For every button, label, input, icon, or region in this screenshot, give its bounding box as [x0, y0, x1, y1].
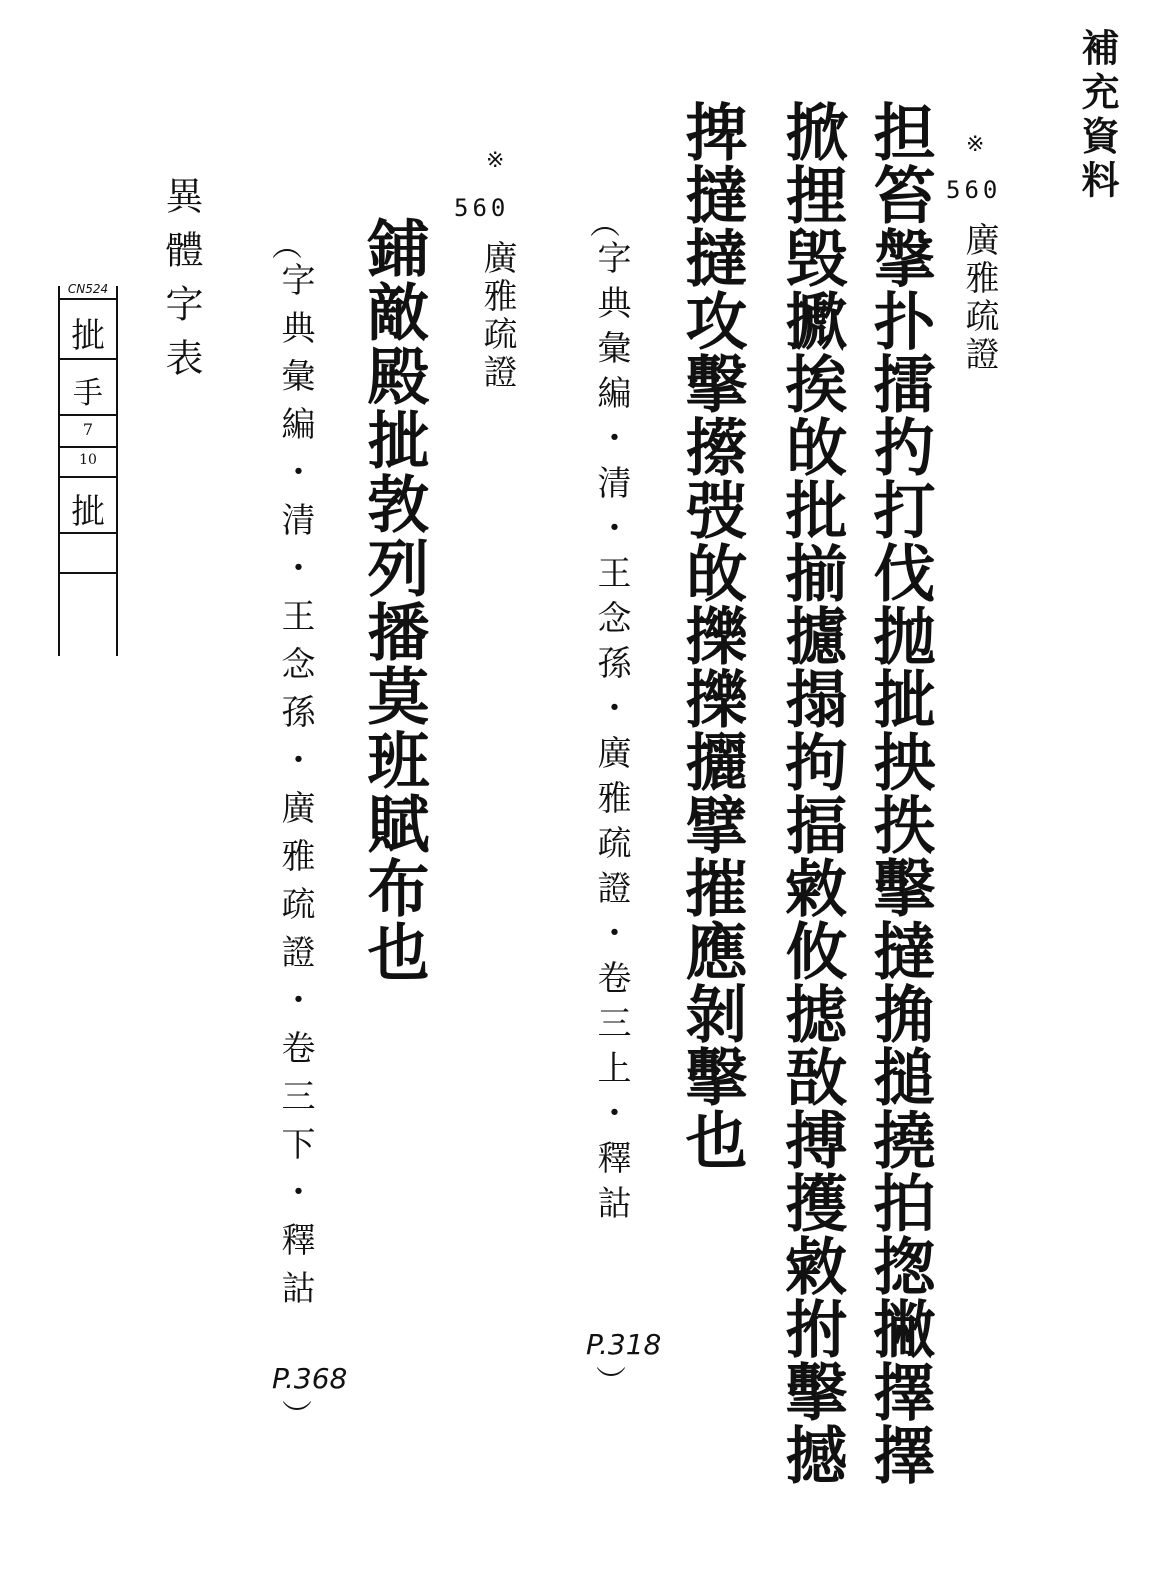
variant-table-label: 異體字表 — [159, 176, 203, 392]
asterisk-mark-b: ※ — [486, 148, 505, 173]
entry-number-b: 560 — [454, 194, 510, 222]
entry-number-a: 560 — [946, 176, 1002, 204]
entry-a-column-1: 担笞搫扑擂扚打伐抛㧗抰抶擊撻捔搥撓拍揔撇擇擇 — [863, 100, 936, 1486]
citation-close-paren-b: ︶ — [282, 1399, 312, 1434]
card-char: 㧗 — [71, 316, 105, 356]
entry-a-column-2: 掀捚毁擨挨敀批揃攄搨拘揊敹攸摅敔搏擭敹拊擊撼 — [775, 100, 848, 1486]
source-title-b: 廣雅疏證 — [477, 240, 517, 392]
citation-open-paren-b: ︵ — [272, 229, 302, 264]
entry-a-column-3: 捭撻撻攻擊攃弢敀擽擽攦擘摧應剝擊也 — [675, 100, 748, 1171]
card-line — [60, 358, 116, 360]
card-line — [60, 446, 116, 448]
page-ref-a: P.318 — [586, 1328, 662, 1361]
citation-b: 字典彙編・清・王念孫・廣雅疏證・卷三下・釋詁 — [275, 262, 315, 1318]
card-char2: 㧗 — [71, 492, 105, 532]
page-ref-b: P.368 — [272, 1362, 348, 1395]
card-num-b: 10 — [79, 452, 97, 468]
card-line — [60, 414, 116, 416]
card-num-a: 7 — [82, 420, 94, 439]
page-header: 補充資料 — [1075, 28, 1120, 204]
card-line — [60, 298, 116, 300]
catalog-card — [58, 282, 118, 656]
card-line — [60, 476, 116, 478]
card-code: CN524 — [67, 282, 109, 296]
entry-b-column-1: 鋪敵殿㧗㪍列播莫班賦布也 — [357, 216, 430, 984]
card-line — [60, 572, 116, 574]
source-title-a: 廣雅疏證 — [959, 222, 999, 374]
citation-a: 字典彙編・清・王念孫・廣雅疏證・卷三上・釋詁 — [591, 240, 631, 1230]
citation-open-paren-a: ︵ — [590, 207, 620, 242]
card-radical: 手 — [73, 376, 103, 411]
citation-close-paren-a: ︶ — [596, 1365, 626, 1400]
card-line — [60, 532, 116, 534]
asterisk-mark-a: ※ — [966, 132, 985, 157]
